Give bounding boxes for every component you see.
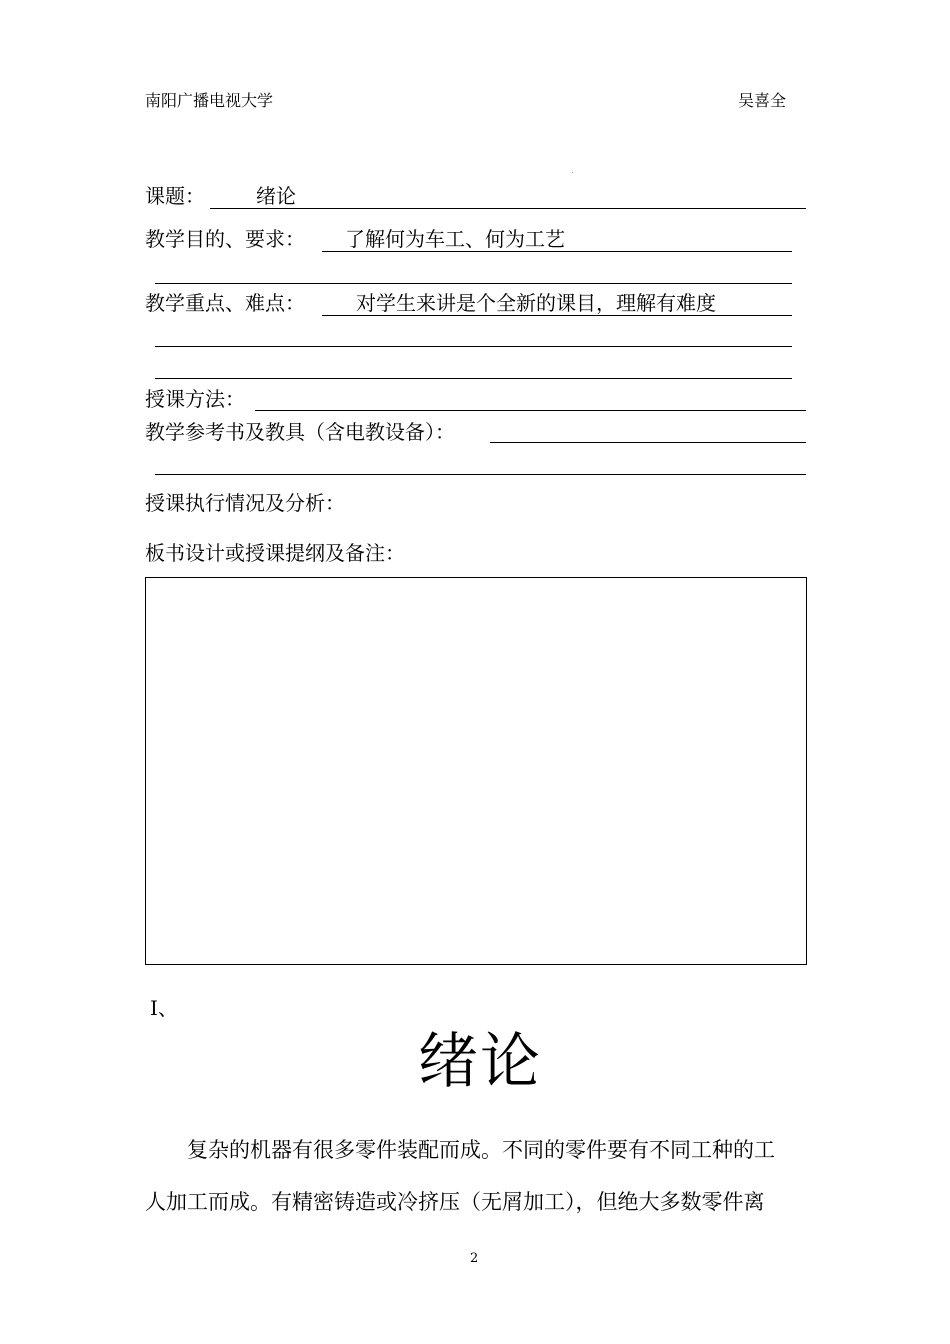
header-author-name: 吴喜全 <box>738 91 787 110</box>
goal-label: 教学目的、要求： <box>145 227 305 251</box>
goal-underline <box>322 251 792 252</box>
page-number: 2 <box>470 1251 479 1266</box>
key-value: 对学生来讲是个全新的课目，理解有难度 <box>356 291 716 315</box>
topic-value: 绪论 <box>256 184 296 208</box>
body-line-1: 复杂的机器有很多零件装配而成。不同的零件要有不同工种的工 <box>187 1138 775 1162</box>
topic-underline <box>210 208 806 209</box>
key-underline-2 <box>155 346 792 347</box>
key-label: 教学重点、难点： <box>145 291 305 315</box>
topic-label: 课题： <box>145 184 205 208</box>
method-label: 授课方法： <box>145 387 245 411</box>
board-design-label: 板书设计或授课提纲及备注： <box>145 541 405 565</box>
header-school-name: 南阳广播电视大学 <box>145 91 274 110</box>
key-underline-3 <box>155 378 792 379</box>
key-underline <box>322 315 792 316</box>
section-title: 绪论 <box>418 1027 542 1097</box>
goal-value: 了解何为车工、何为工艺 <box>345 227 565 251</box>
speck <box>572 172 573 173</box>
section-number: Ⅰ、 <box>150 996 178 1020</box>
goal-underline-2 <box>155 283 792 284</box>
execution-label: 授课执行情况及分析： <box>145 491 345 515</box>
reference-underline <box>490 442 806 443</box>
body-line-2: 人加工而成。有精密铸造或冷挤压（无屑加工），但绝大多数零件离 <box>145 1190 765 1214</box>
reference-underline-2 <box>155 474 806 475</box>
board-design-box <box>145 577 807 965</box>
reference-label: 教学参考书及教具（含电教设备）： <box>145 420 455 444</box>
method-underline <box>255 410 806 411</box>
